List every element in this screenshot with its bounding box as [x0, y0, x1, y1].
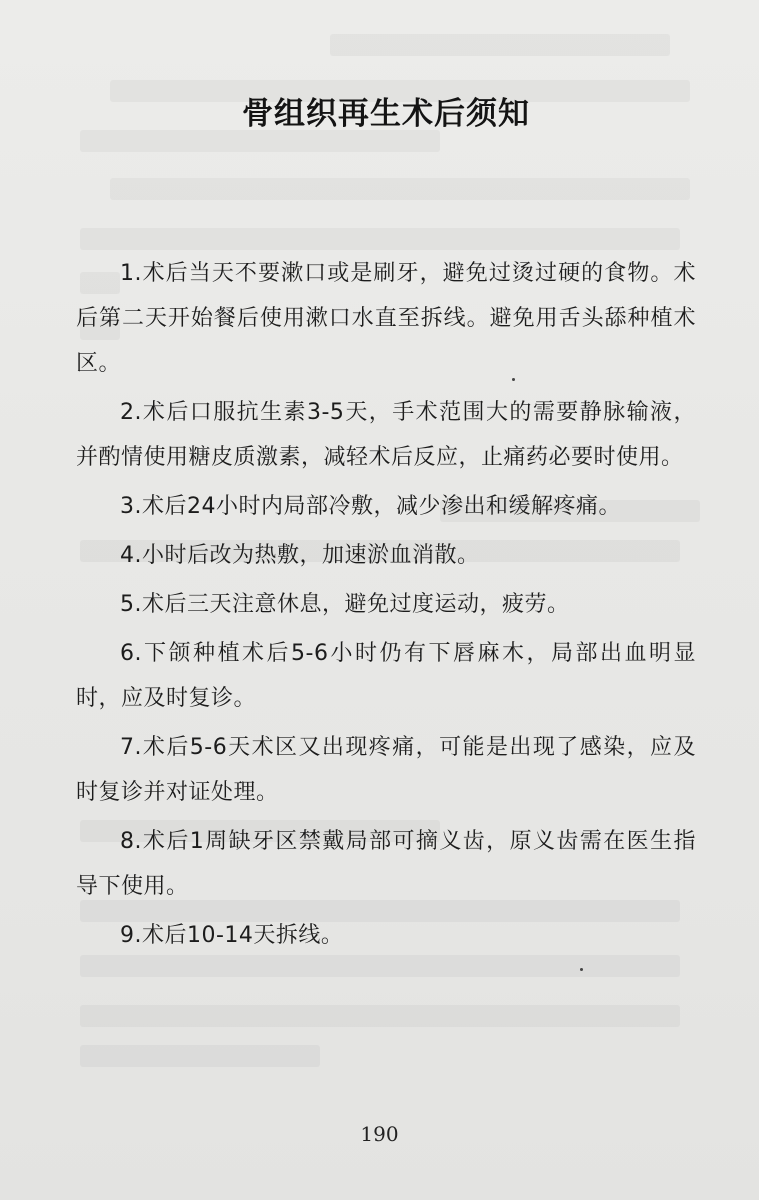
page-number: 190 — [360, 1122, 399, 1146]
list-item: 7.术后5-6天术区又出现疼痛，可能是出现了感染，应及时复诊并对证处理。 — [76, 735, 696, 805]
print-speck — [580, 968, 583, 971]
list-item: 4.小时后改为热敷，加速淤血消散。 — [120, 543, 480, 568]
list-item: 8.术后1周缺牙区禁戴局部可摘义齿，原义齿需在医生指导下使用。 — [76, 829, 696, 899]
list-item: 9.术后10-14天拆线。 — [120, 923, 344, 948]
list-item: 6.下颌种植术后5-6小时仍有下唇麻木，局部出血明显时，应及时复诊。 — [76, 641, 696, 711]
list-item: 1.术后当天不要漱口或是刷牙，避免过烫过硬的食物。术后第二天开始餐后使用漱口水直至拆线。避免用舌头舔种植术区。 — [76, 261, 696, 376]
document-body — [76, 88, 696, 962]
list-item: 2.术后口服抗生素3-5天，手术范围大的需要静脉输液，并酌情使用糖皮质激素，减轻术后反应，止痛药必要时使用。 — [76, 400, 696, 470]
page-title: 骨组织再生术后须知 — [242, 96, 530, 132]
print-speck — [512, 378, 515, 381]
list-item: 3.术后24小时内局部冷敷，减少渗出和缓解疼痛。 — [120, 494, 621, 519]
list-item: 5.术后三天注意休息，避免过度运动，疲劳。 — [120, 592, 570, 617]
